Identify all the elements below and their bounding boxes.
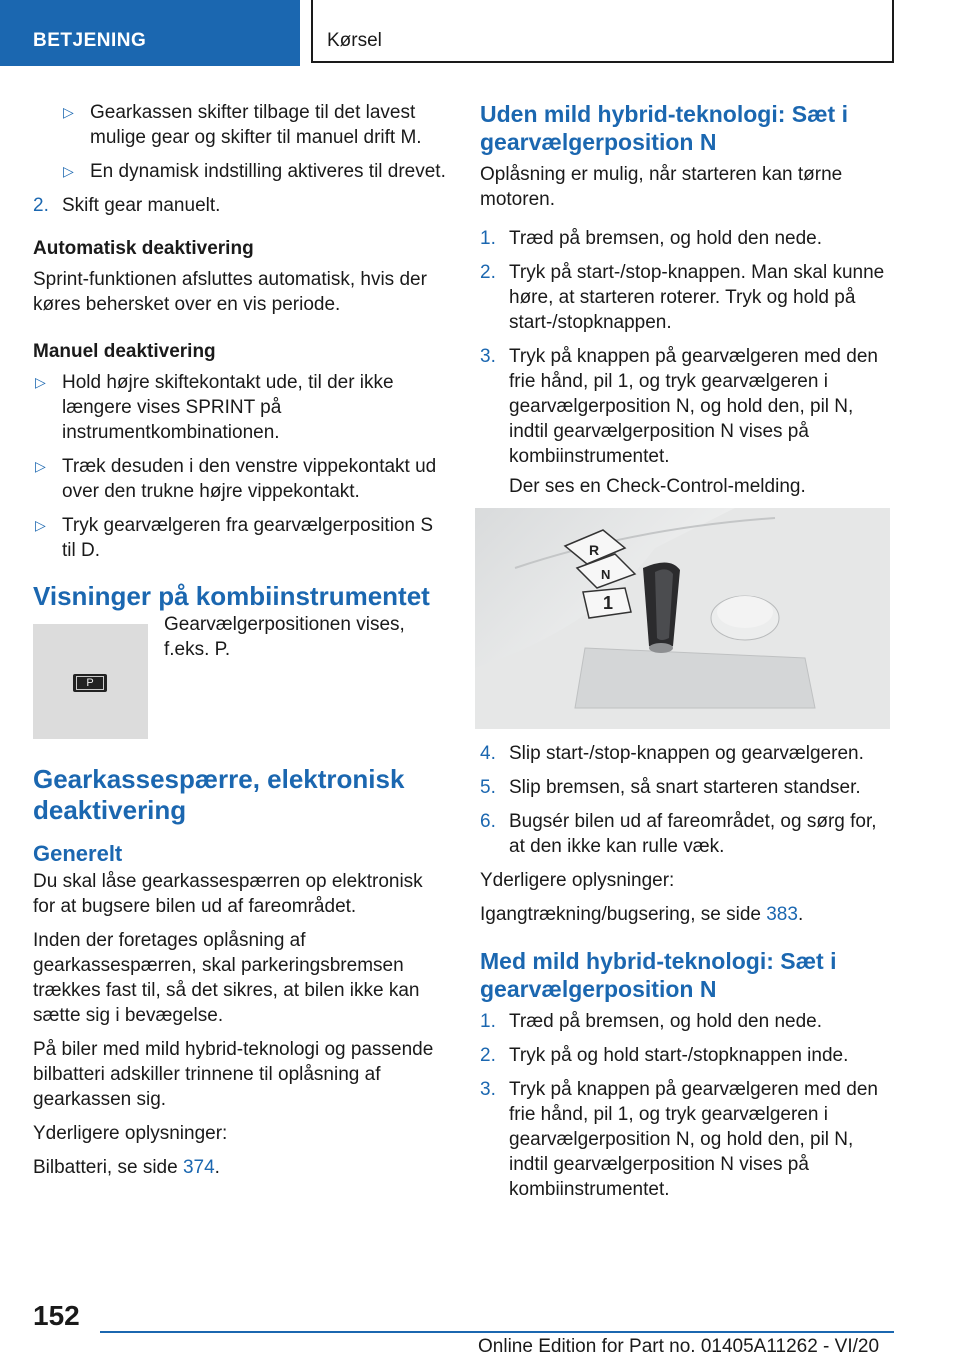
display-block [33,612,448,740]
header-section-label: BETJENING [33,30,147,51]
step-number: 2. [480,1045,496,1066]
tow-page-link[interactable]: 383 [766,904,798,925]
list-item: 1. Træd på bremsen, og hold den nede. [480,1011,822,1032]
right-column [480,100,892,1211]
step-note: Der ses en Check-Control-melding. [509,476,806,497]
step-number: 6. [480,811,496,832]
list-item: 2. Skift gear manuelt. [33,195,221,216]
more-info-label: Yderligere oplysninger: [480,870,675,891]
list-item: ▷ Tryk gearvælgeren fra gearvælgerposition S til D. [35,515,434,561]
photo-label-n: N [601,567,611,582]
step-number: 3. [480,346,496,367]
step-number: 1. [480,1011,496,1032]
triangle-bullet-icon: ▷ [63,104,74,120]
gear-selector-photo [475,508,890,729]
park-indicator-icon: P [73,674,107,692]
list-item: ▷ Gearkassen skifter tilbage til det lavest mulige gear og skifter til manuel drift M. [63,102,422,148]
step-number: 4. [480,743,496,764]
tow-reference: Igangtrækning/bugsering, se side 383. [480,904,804,925]
general-paragraph: Du skal låse gearkassespærren op elektronisk for at bugsere bilen ud af fareområdet. [33,871,423,917]
triangle-bullet-icon: ▷ [35,517,46,533]
header-chapter-box [311,0,894,63]
more-info-label: Yderligere oplysninger: [33,1123,228,1144]
step-number: 3. [480,1079,496,1100]
heading-with-hybrid: Med mild hybrid-teknologi: Sæt i gearvælgerposition N [480,948,837,1002]
edition-label: Online Edition for Part no. 01405A11262 - VI/20 [478,1336,880,1357]
display-text: Gearvælgerpositionen vises, f.eks. P. [164,614,405,660]
step-number: 5. [480,777,496,798]
display-heading: Visninger på kombiinstrumentet [33,581,430,611]
general-heading: Generelt [33,841,123,866]
footer-divider [100,1331,894,1333]
battery-reference: Bilbatteri, se side 374. [33,1157,220,1178]
list-item: 2. Tryk på og hold start-/stopknappen inde. [480,1045,849,1066]
step-number: 1. [480,228,496,249]
step-number: 2. [480,262,496,283]
list-item: 2. Tryk på start-/stop-knappen. Man skal kunne høre, at starteren roterer. Tryk og hold på start-/stopknappen. [480,262,885,333]
auto-deactivation-title: Automatisk deaktivering [33,238,254,259]
list-item: 1. Træd på bremsen, og hold den nede. [480,228,822,249]
intro-text: Oplåsning er mulig, når starteren kan tørne motoren. [480,164,843,210]
triangle-bullet-icon: ▷ [35,374,46,390]
heading-without-hybrid: Uden mild hybrid-teknologi: Sæt i gearvælgerposition N [480,101,848,155]
list-item: 5. Slip bremsen, så snart starteren standser. [480,777,861,798]
list-item: ▷ Hold højre skiftekontakt ude, til der ikke længere vises SPRINT på instrumentkombinationen. [35,372,394,443]
step-number: 2. [33,195,49,216]
instrument-display-image [33,624,148,739]
header-section-tab [0,0,300,66]
list-item: ▷ En dynamisk indstilling aktiveres til drevet. [63,161,446,182]
list-item: 3. Tryk på knappen på gearvælgeren med den frie hånd, pil 1, og tryk gearvælgeren i gearvælgerposition N, og hold den, pil N, indtil gearvælgerposition N vises på kombiinstrumentet. [480,346,878,467]
battery-page-link[interactable]: 374 [182,1157,215,1178]
list-item: 3. Tryk på knappen på gearvælgeren med den frie hånd, pil 1, og tryk gearvælgeren i gearvælgerposition N, og hold den, pil N, indtil gearvælgerposition N vises på kombiinstrumentet. [480,1079,878,1200]
list-item: ▷ Træk desuden i den venstre vippekontakt ud over den trukne højre vippekontakt. [35,456,437,502]
page-number: 152 [33,1300,80,1331]
general-paragraph: På biler med mild hybrid-teknologi og passende bilbatteri adskiller trinnene til oplåsning af gearkassen sig. [33,1039,434,1110]
left-column [33,100,448,1180]
photo-label-r: R [589,542,600,558]
header-chapter-label: Kørsel [327,30,382,51]
lock-heading: Gearkassespærre, elektronisk deaktivering [33,764,405,825]
triangle-bullet-icon: ▷ [35,458,46,474]
list-item: 4. Slip start-/stop-knappen og gearvælgeren. [480,743,864,764]
triangle-bullet-icon: ▷ [63,163,74,179]
manual-deactivation-title: Manuel deaktivering [33,341,216,362]
auto-deactivation-text: Sprint-funktionen afsluttes automatisk, hvis der køres behersket over en vis periode. [33,269,427,315]
general-paragraph: Inden der foretages oplåsning af gearkassespærren, skal parkeringsbremsen trækkes fast til, så det sikres, at bilen ikke kan sætte sig i bevægelse. [33,930,420,1026]
photo-label-1: 1 [603,593,614,613]
list-item: 6. Bugsér bilen ud af fareområdet, og sørg for, at den ikke kan rulle væk. [480,811,877,857]
